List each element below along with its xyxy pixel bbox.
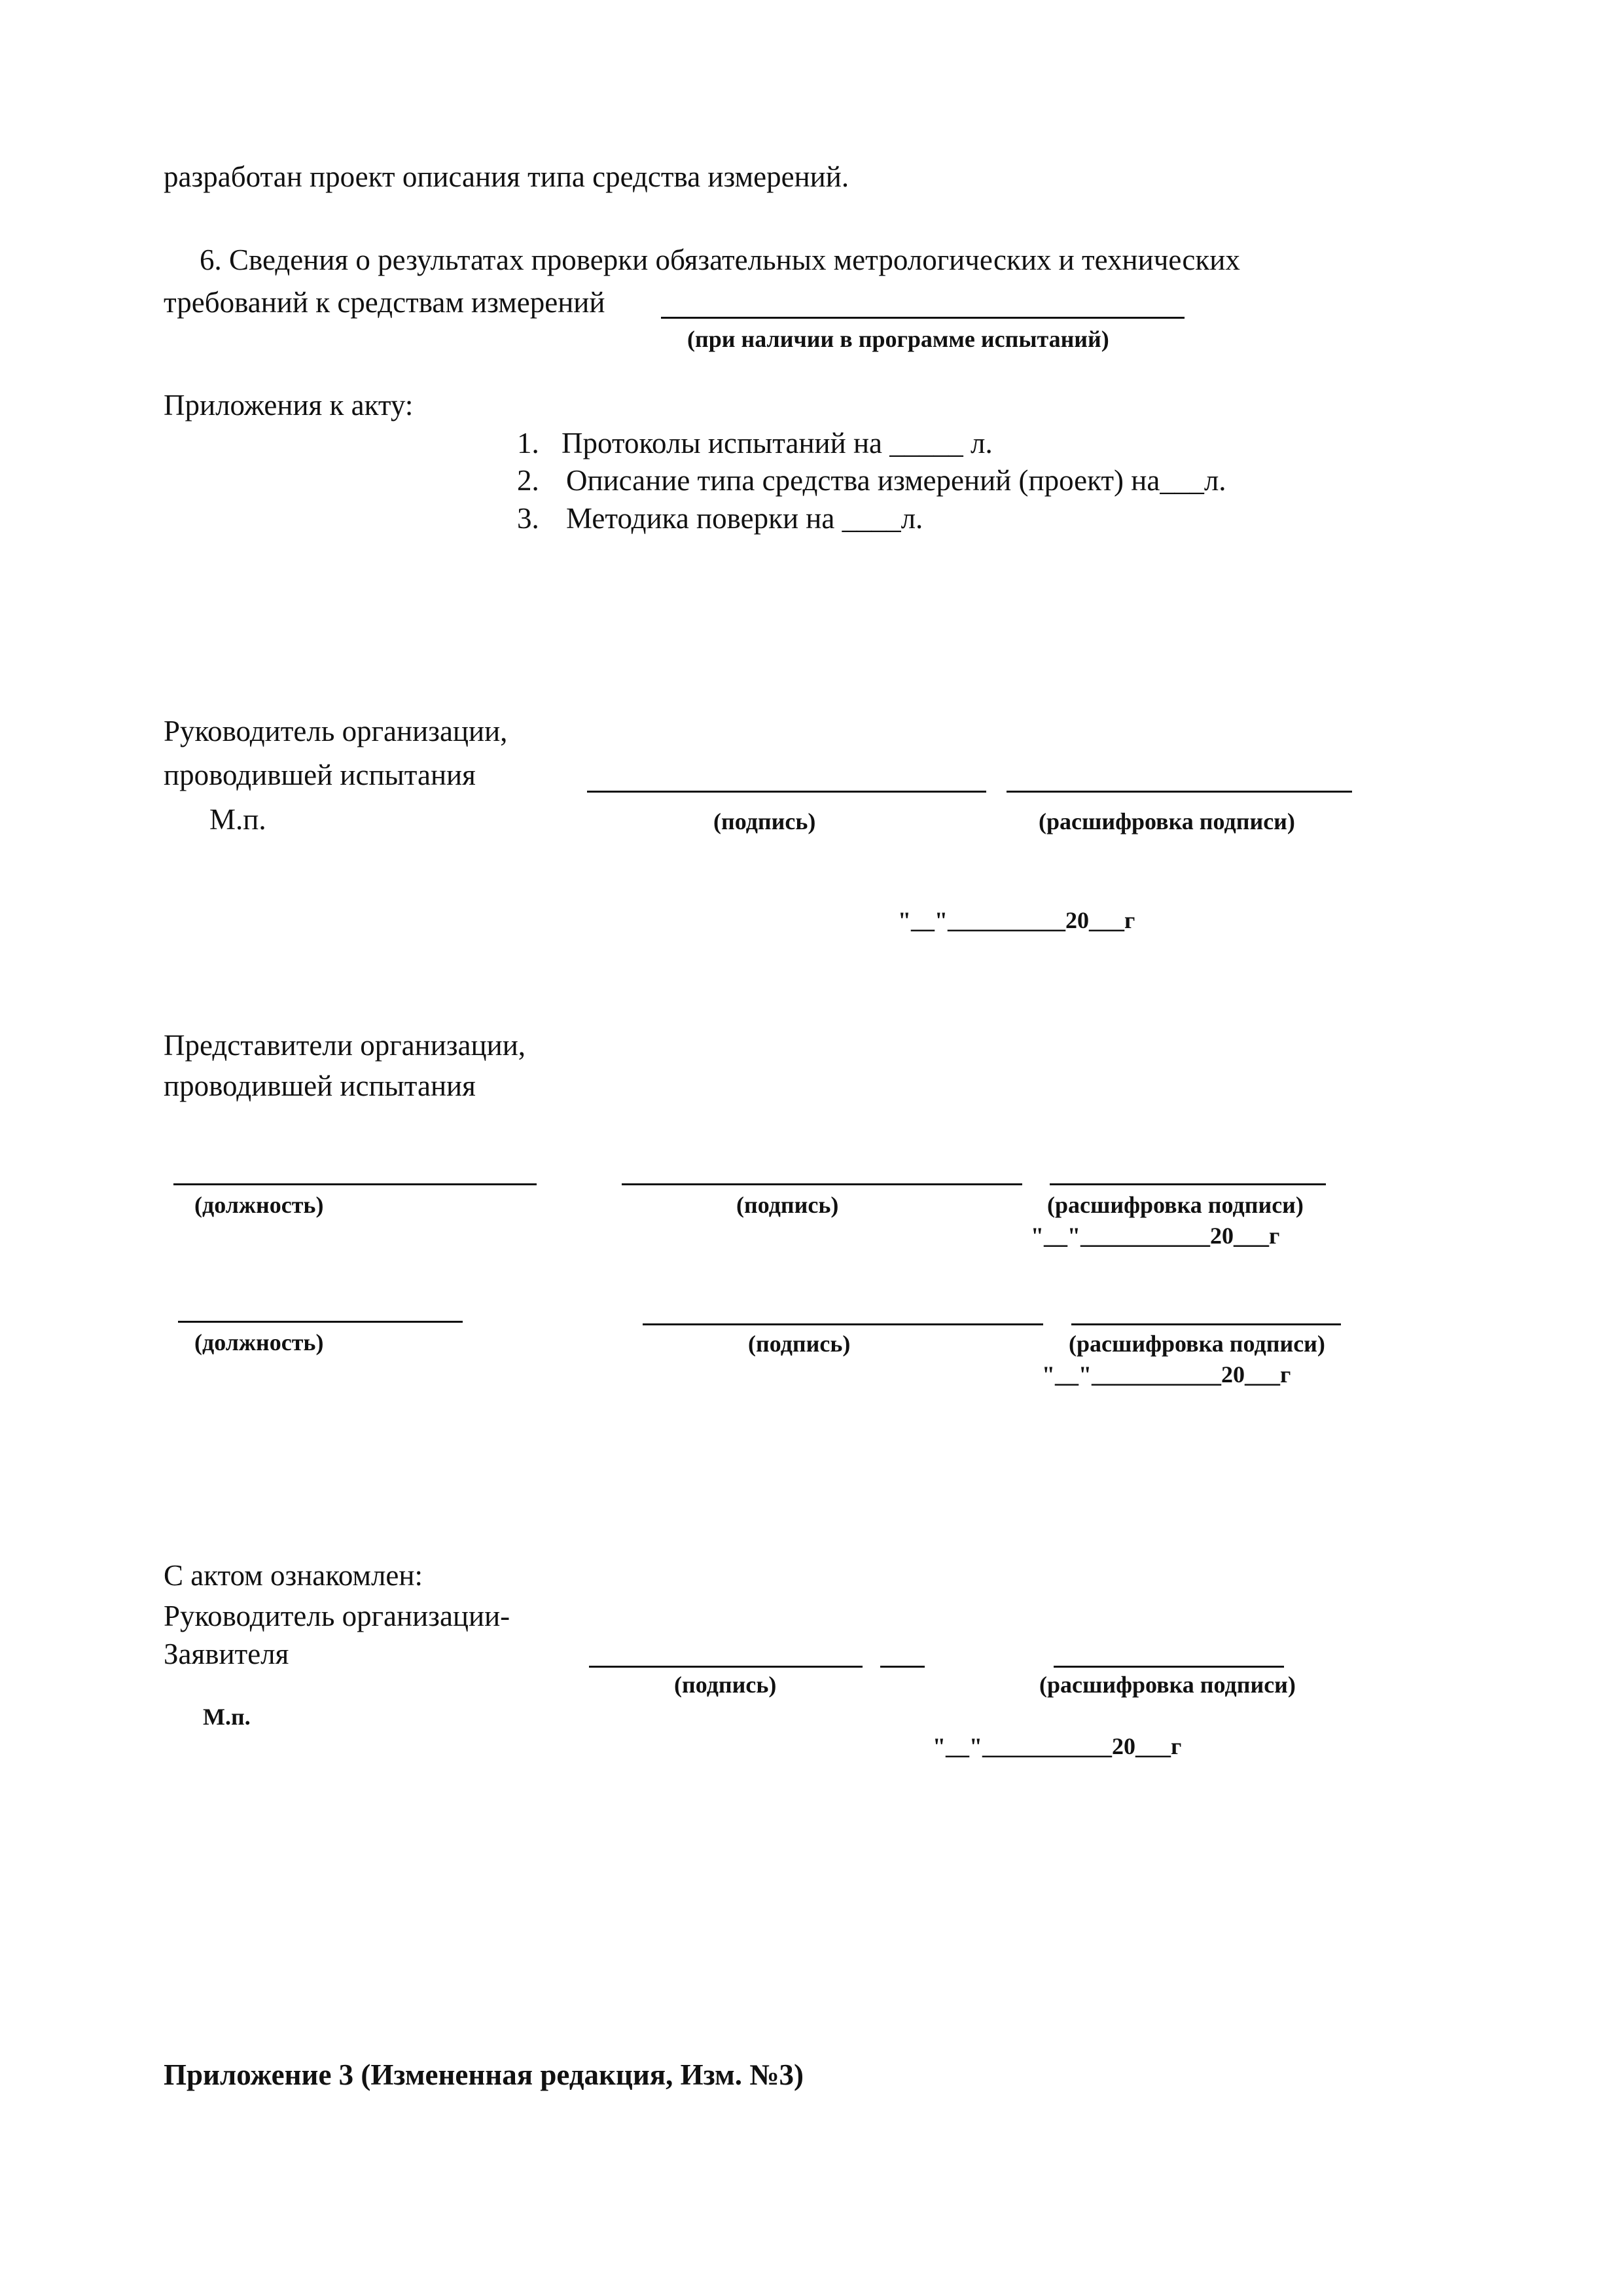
head-label-line-2: проводившей испытания [164,759,476,791]
appendix-number: 3. [517,502,539,535]
head-signature-line [587,791,986,793]
rep2-decode-line [1071,1323,1341,1325]
appendix-text: Описание типа средства измерений (проект) на___л. [566,464,1226,497]
ack-decode-line [1054,1666,1284,1668]
rep1-decode-caption: (расшифровка подписи) [1047,1192,1304,1218]
appendices-title: Приложения к акту: [164,389,414,422]
rep2-signature-line [643,1323,1043,1325]
ack-label-line-3: Заявителя [164,1638,289,1670]
ack-date-field: "__"___________20___г [933,1733,1182,1759]
head-decode-line [1007,791,1352,793]
rep2-date-field: "__"___________20___г [1042,1361,1291,1388]
head-label-line-1: Руководитель организации, [164,715,508,747]
head-stamp-label: М.п. [209,803,266,836]
paragraph-project-description: разработан проект описания типа средства измерений. [164,160,849,193]
ack-signature-line [589,1666,863,1668]
rep1-decode-line [1050,1183,1326,1185]
ack-signature-caption: (подпись) [674,1672,777,1698]
head-decode-caption: (расшифровка подписи) [1039,808,1295,834]
ack-decode-caption: (расшифровка подписи) [1039,1672,1296,1698]
appendix-text: Методика поверки на ____л. [566,502,923,535]
appendix-number: 2. [517,464,539,497]
rep2-signature-caption: (подпись) [748,1331,851,1357]
ack-label-line-2: Руководитель организации- [164,1600,510,1632]
ack-signature-line-extra [880,1666,925,1668]
rep1-position-caption: (должность) [194,1192,324,1218]
reps-label-line-1: Представители организации, [164,1029,526,1062]
rep2-position-caption: (должность) [194,1329,324,1355]
appendix-text: Протоколы испытаний на _____ л. [562,427,993,459]
reps-label-line-2: проводившей испытания [164,1069,476,1102]
rep1-date-field: "__"___________20___г [1031,1223,1280,1249]
rep1-position-line [173,1183,537,1185]
rep2-decode-caption: (расшифровка подписи) [1069,1331,1325,1357]
rep2-position-line [178,1321,463,1323]
ack-stamp-label: М.п. [203,1704,251,1730]
section-6-caption: (при наличии в программе испытаний) [687,326,1109,352]
ack-label-line-1: С актом ознакомлен: [164,1559,423,1592]
appendix-number: 1. [517,427,539,459]
head-date-field: "__"__________20___г [898,907,1135,933]
section-6-line-2: требований к средствам измерений [164,286,605,319]
rep1-signature-caption: (подпись) [736,1192,839,1218]
section-6-fill-line [661,317,1185,319]
footer-appendix-note: Приложение 3 (Измененная редакция, Изм. №3) [164,2058,804,2091]
section-6-line-1: 6. Сведения о результатах проверки обязательных метрологических и технических [200,243,1240,276]
rep1-signature-line [622,1183,1022,1185]
head-signature-caption: (подпись) [713,808,816,834]
